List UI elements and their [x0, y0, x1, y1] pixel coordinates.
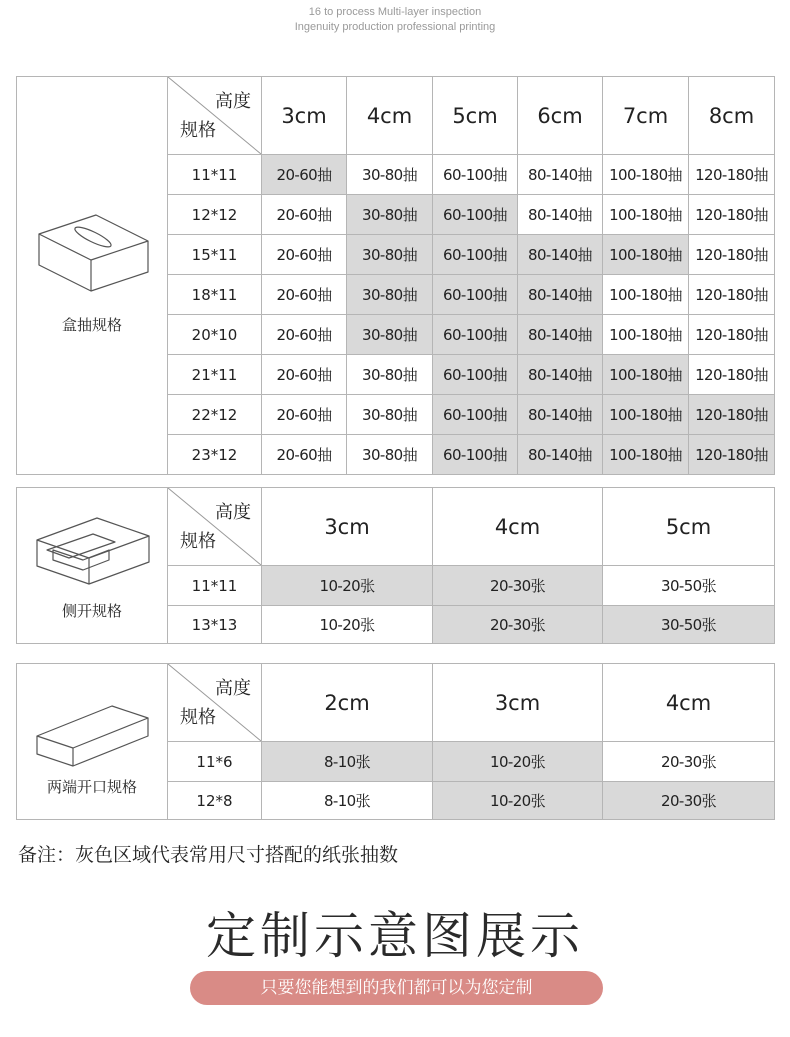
count-cell: 60-100抽	[433, 395, 518, 435]
legend-note: 备注：灰色区域代表常用尺寸搭配的纸张抽数	[18, 844, 399, 866]
height-header: 2cm	[262, 664, 433, 742]
count-cell: 8-10张	[262, 782, 433, 820]
both-ends-label: 两端开口规格	[46, 778, 137, 796]
both-ends-side-cell	[17, 664, 168, 820]
count-cell: 20-60抽	[262, 235, 347, 275]
count-cell: 20-30张	[603, 742, 775, 782]
count-cell: 30-80抽	[347, 355, 433, 395]
count-cell: 30-80抽	[347, 235, 433, 275]
corner-header	[168, 488, 262, 566]
box-spec-label: 盒抽规格	[61, 316, 122, 334]
count-cell: 30-80抽	[347, 395, 433, 435]
count-cell: 100-180抽	[603, 315, 689, 355]
box-tissue-icon	[17, 77, 168, 471]
count-cell: 80-140抽	[518, 235, 603, 275]
count-cell: 8-10张	[262, 742, 433, 782]
count-cell: 100-180抽	[603, 275, 689, 315]
count-cell: 20-60抽	[262, 155, 347, 195]
count-cell: 120-180抽	[689, 195, 775, 235]
count-cell: 30-80抽	[347, 275, 433, 315]
spec-label: 12*8	[168, 782, 262, 820]
height-header: 6cm	[518, 77, 603, 155]
count-cell: 120-180抽	[689, 435, 775, 475]
height-header: 3cm	[262, 77, 347, 155]
count-cell: 60-100抽	[433, 155, 518, 195]
count-cell: 100-180抽	[603, 395, 689, 435]
count-cell: 100-180抽	[603, 435, 689, 475]
side-open-label: 侧开规格	[61, 602, 122, 620]
count-cell: 30-80抽	[347, 435, 433, 475]
custom-banner: 只要您能想到的我们都可以为您定制	[190, 971, 603, 1005]
count-cell: 80-140抽	[518, 195, 603, 235]
count-cell: 120-180抽	[689, 395, 775, 435]
count-cell: 30-50张	[603, 566, 775, 606]
spec-label: 13*13	[168, 606, 262, 644]
count-cell: 20-60抽	[262, 435, 347, 475]
count-cell: 60-100抽	[433, 275, 518, 315]
spec-label: 22*12	[168, 395, 262, 435]
count-cell: 100-180抽	[603, 195, 689, 235]
height-header: 5cm	[603, 488, 775, 566]
count-cell: 80-140抽	[518, 275, 603, 315]
count-cell: 80-140抽	[518, 395, 603, 435]
height-header: 4cm	[433, 488, 603, 566]
count-cell: 20-30张	[433, 606, 603, 644]
corner-header	[168, 664, 262, 742]
count-cell: 60-100抽	[433, 355, 518, 395]
corner-height-label: 高度	[215, 502, 251, 523]
count-cell: 60-100抽	[433, 195, 518, 235]
corner-spec-label: 规格	[180, 120, 216, 141]
count-cell: 80-140抽	[518, 355, 603, 395]
corner-height-label: 高度	[215, 91, 251, 112]
count-cell: 20-60抽	[262, 195, 347, 235]
count-cell: 60-100抽	[433, 235, 518, 275]
side-open-side-cell	[17, 488, 168, 644]
count-cell: 120-180抽	[689, 315, 775, 355]
count-cell: 30-80抽	[347, 195, 433, 235]
header-line-2: Ingenuity production professional printing	[294, 21, 496, 33]
height-header: 4cm	[347, 77, 433, 155]
count-cell: 80-140抽	[518, 155, 603, 195]
count-cell: 30-80抽	[347, 155, 433, 195]
count-cell: 20-60抽	[262, 275, 347, 315]
count-cell: 120-180抽	[689, 275, 775, 315]
count-cell: 20-60抽	[262, 355, 347, 395]
height-header: 5cm	[433, 77, 518, 155]
count-cell: 10-20张	[433, 742, 603, 782]
count-cell: 120-180抽	[689, 235, 775, 275]
count-cell: 60-100抽	[433, 435, 518, 475]
count-cell: 80-140抽	[518, 435, 603, 475]
box-spec-table	[16, 76, 775, 475]
height-header: 4cm	[603, 664, 775, 742]
corner-spec-label: 规格	[180, 707, 216, 728]
height-header: 8cm	[689, 77, 775, 155]
spec-label: 20*10	[168, 315, 262, 355]
spec-label: 11*11	[168, 155, 262, 195]
corner-spec-label: 规格	[180, 531, 216, 552]
count-cell: 20-60抽	[262, 395, 347, 435]
count-cell: 20-30张	[603, 782, 775, 820]
count-cell: 30-80抽	[347, 315, 433, 355]
spec-label: 11*11	[168, 566, 262, 606]
corner-height-label: 高度	[215, 678, 251, 699]
count-cell: 20-30张	[433, 566, 603, 606]
count-cell: 100-180抽	[603, 155, 689, 195]
spec-label: 15*11	[168, 235, 262, 275]
count-cell: 100-180抽	[603, 355, 689, 395]
corner-header	[168, 77, 262, 155]
spec-label: 11*6	[168, 742, 262, 782]
count-cell: 80-140抽	[518, 315, 603, 355]
count-cell: 100-180抽	[603, 235, 689, 275]
count-cell: 20-60抽	[262, 315, 347, 355]
both-ends-spec-table	[16, 663, 775, 820]
spec-label: 12*12	[168, 195, 262, 235]
count-cell: 10-20张	[262, 566, 433, 606]
count-cell: 60-100抽	[433, 315, 518, 355]
count-cell: 10-20张	[433, 782, 603, 820]
box-spec-side-cell	[17, 77, 168, 475]
header-line-1: 16 to process Multi-layer inspection	[308, 6, 482, 18]
height-header: 3cm	[262, 488, 433, 566]
spec-label: 18*11	[168, 275, 262, 315]
count-cell: 120-180抽	[689, 155, 775, 195]
section-title: 定制示意图展示	[206, 907, 584, 965]
spec-label: 23*12	[168, 435, 262, 475]
count-cell: 10-20张	[262, 606, 433, 644]
count-cell: 30-50张	[603, 606, 775, 644]
count-cell: 120-180抽	[689, 355, 775, 395]
spec-label: 21*11	[168, 355, 262, 395]
height-header: 3cm	[433, 664, 603, 742]
side-open-spec-table	[16, 487, 775, 644]
height-header: 7cm	[603, 77, 689, 155]
